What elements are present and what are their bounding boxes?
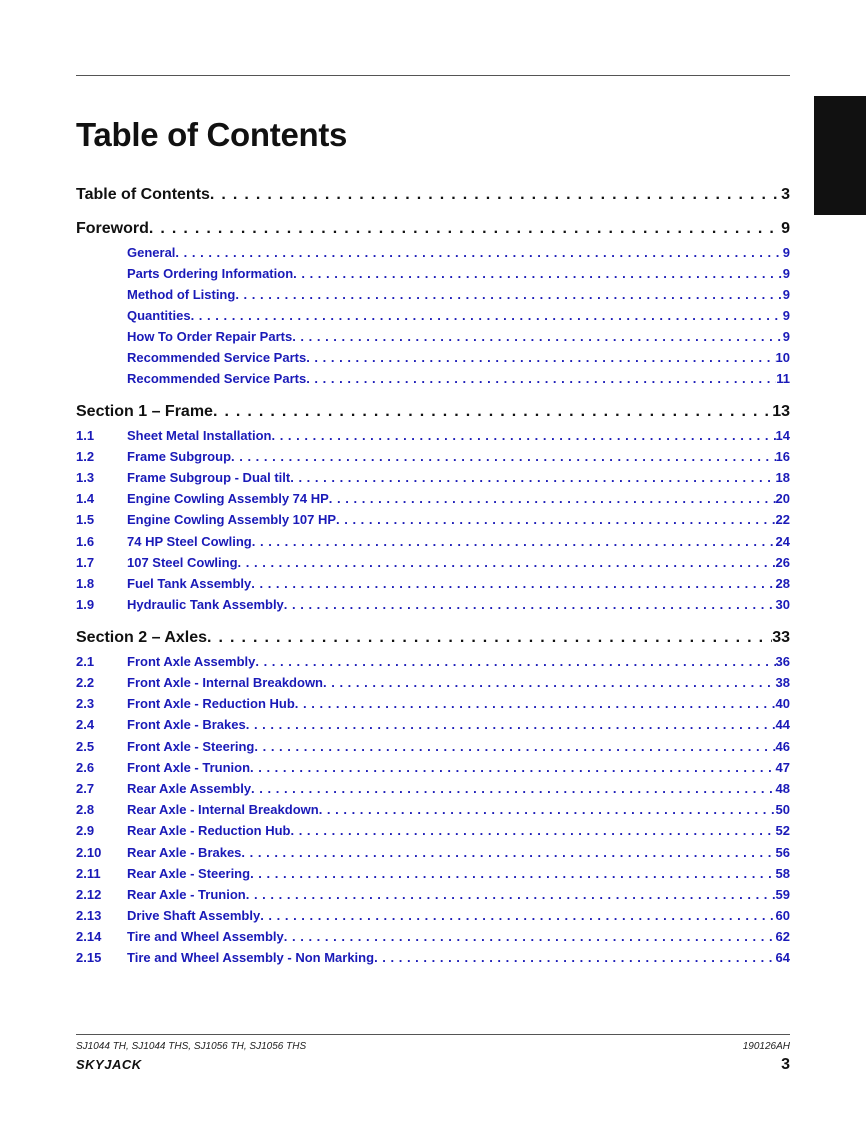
- toc-entry-page: 46: [775, 739, 790, 754]
- toc-entry-number: 1.4: [76, 491, 95, 506]
- toc-entry-title: Table of Contents: [76, 186, 210, 203]
- toc-entry-title: Recommended Service Parts: [127, 371, 307, 386]
- toc-entry-number: 1.6: [76, 534, 95, 549]
- toc-entry-page: 44: [775, 717, 790, 732]
- toc-entry-number: 2.6: [76, 760, 95, 775]
- dot-leader: [295, 696, 776, 711]
- toc-entry-number: 2.4: [76, 717, 95, 732]
- toc-subsection-entry[interactable]: [76, 654, 790, 672]
- toc-entry-page: 18: [775, 470, 790, 485]
- toc-entry-page: 9: [782, 266, 790, 281]
- dot-leader: [235, 287, 782, 302]
- section-side-tab: [814, 96, 866, 215]
- dot-leader: [250, 760, 776, 775]
- page-title: Table of Contents: [76, 116, 348, 153]
- toc-entry-title: Rear Axle - Steering: [127, 866, 251, 881]
- toc-entry-title: Rear Axle - Internal Breakdown: [127, 802, 319, 817]
- toc-entry-title: Front Axle - Internal Breakdown: [127, 675, 323, 690]
- toc-entry-title: Hydraulic Tank Assembly: [127, 597, 284, 612]
- toc-subsection-entry[interactable]: [76, 470, 790, 488]
- toc-entry-page: 36: [775, 654, 790, 669]
- toc-entry-title: Rear Axle - Trunion: [127, 887, 246, 902]
- toc-subsection-entry[interactable]: [76, 555, 790, 573]
- toc-entry-page: 11: [776, 371, 790, 386]
- toc-entry-number: 2.7: [76, 781, 95, 796]
- dot-leader: [306, 350, 775, 365]
- dot-leader: [255, 654, 775, 669]
- toc-entry-number: 2.14: [76, 929, 102, 944]
- toc-entry-page: 58: [775, 866, 790, 881]
- toc-section-entry[interactable]: [76, 403, 790, 423]
- toc-entry-page: 59: [775, 887, 790, 902]
- toc-subsection-entry[interactable]: [76, 950, 790, 968]
- toc-entry-title: Tire and Wheel Assembly: [127, 929, 284, 944]
- toc-entry-title: Engine Cowling Assembly 74 HP: [127, 491, 329, 506]
- toc-subsection-entry[interactable]: [76, 597, 790, 615]
- toc-entry-page: 38: [775, 675, 790, 690]
- toc-subsection-entry[interactable]: [76, 329, 790, 347]
- toc-entry-page: 28: [775, 576, 790, 591]
- toc-entry-number: 1.3: [76, 470, 95, 485]
- toc-entry-number: 2.13: [76, 908, 102, 923]
- toc-subsection-entry[interactable]: [76, 266, 790, 284]
- toc-entry-page: 9: [782, 245, 790, 260]
- toc-entry-page: 9: [782, 308, 790, 323]
- toc-entry-title: Front Axle - Steering: [127, 739, 255, 754]
- toc-entry-number: 2.12: [76, 887, 102, 902]
- toc-entry-number: 2.15: [76, 950, 102, 965]
- toc-subsection-entry[interactable]: [76, 371, 790, 389]
- logo-text: SKYJACK: [76, 1057, 142, 1072]
- toc-entry-page: 60: [775, 908, 790, 923]
- toc-entry-title: Rear Axle - Brakes: [127, 845, 242, 860]
- dot-leader: [251, 576, 775, 591]
- toc-entry-title: Front Axle Assembly: [127, 654, 256, 669]
- toc-entry-title: Sheet Metal Installation: [127, 428, 272, 443]
- toc-entry-page: 47: [775, 760, 790, 775]
- toc-entry-page: 40: [775, 696, 790, 711]
- toc-entry-page: 20: [775, 491, 790, 506]
- toc-entry-number: 2.5: [76, 739, 95, 754]
- dot-leader: [246, 887, 776, 902]
- toc-entry-number: 2.2: [76, 675, 95, 690]
- toc-entry-number: 1.9: [76, 597, 95, 612]
- dot-leader: [250, 866, 775, 881]
- dot-leader: [374, 950, 775, 965]
- toc-entry-title: Front Axle - Reduction Hub: [127, 696, 295, 711]
- toc-subsection-entry[interactable]: [76, 245, 790, 263]
- toc-entry-number: 2.1: [76, 654, 95, 669]
- toc-subsection-entry[interactable]: [76, 449, 790, 467]
- toc-entry-title: Frame Subgroup: [127, 449, 232, 464]
- toc-entry-number: 2.9: [76, 823, 95, 838]
- toc-entry-title: Fuel Tank Assembly: [127, 576, 252, 591]
- toc-entry-title: How To Order Repair Parts: [127, 329, 293, 344]
- toc-entry-title: Foreword: [76, 220, 149, 237]
- dot-leader: [251, 781, 775, 796]
- toc-subsection-entry[interactable]: [76, 760, 790, 778]
- toc-subsection-entry[interactable]: [76, 739, 790, 757]
- toc-entry-page: 16: [775, 449, 790, 464]
- toc-entry-page: 64: [775, 950, 790, 965]
- toc-entry-title: Parts Ordering Information: [127, 266, 294, 281]
- toc-entry-page: 9: [782, 287, 790, 302]
- skyjack-logo: [76, 1057, 142, 1072]
- toc-subsection-entry[interactable]: [76, 696, 790, 714]
- toc-entry-title: Tire and Wheel Assembly - Non Marking: [127, 950, 375, 965]
- toc-subsection-entry[interactable]: [76, 428, 790, 446]
- toc-entry-page: 24: [775, 534, 790, 549]
- toc-entry-title: Section 1 – Frame: [76, 403, 213, 420]
- toc-entry-title: Section 2 – Axles: [76, 629, 208, 646]
- toc-subsection-entry[interactable]: [76, 491, 790, 509]
- toc-subsection-entry[interactable]: [76, 717, 790, 735]
- toc-subsection-entry[interactable]: [76, 675, 790, 693]
- toc-entry-title: Method of Listing: [127, 287, 236, 302]
- toc-entry-title: Engine Cowling Assembly 107 HP: [127, 512, 337, 527]
- toc-entry-page: 22: [775, 512, 790, 527]
- toc-entry-page: 52: [775, 823, 790, 838]
- toc-entry-page: 10: [775, 350, 790, 365]
- dot-leader: [284, 929, 776, 944]
- toc-entry-title: 107 Steel Cowling: [127, 555, 238, 570]
- toc-subsection-entry[interactable]: [76, 534, 790, 552]
- dot-leader: [210, 186, 781, 204]
- dot-leader: [290, 470, 775, 485]
- toc-subsection-entry[interactable]: [76, 866, 790, 884]
- dot-leader: [238, 555, 776, 570]
- toc-subsection-entry[interactable]: [76, 823, 790, 841]
- dot-leader: [323, 675, 776, 690]
- toc-entry-number: 1.1: [76, 428, 95, 443]
- dot-leader: [284, 597, 776, 612]
- dot-leader: [329, 491, 776, 506]
- toc-entry-page: 48: [775, 781, 790, 796]
- toc-entry-page: 30: [775, 597, 790, 612]
- toc-entry-title: Recommended Service Parts: [127, 350, 307, 365]
- dot-leader: [319, 802, 776, 817]
- toc-entry-page: 26: [775, 555, 790, 570]
- toc-entry-page: 14: [775, 428, 790, 443]
- footer-document-code: 190126AH: [742, 1041, 790, 1052]
- toc-subsection-entry[interactable]: [76, 802, 790, 820]
- toc-entry-title: Front Axle - Trunion: [127, 760, 251, 775]
- toc-entry-title: General: [127, 245, 176, 260]
- toc-section-entry[interactable]: [76, 629, 790, 649]
- top-rule: [76, 75, 790, 76]
- toc-entry-page: 9: [782, 329, 790, 344]
- dot-leader: [290, 823, 775, 838]
- dot-leader: [231, 449, 776, 464]
- toc-entry-number: 1.7: [76, 555, 95, 570]
- toc-entry-number: 2.11: [76, 866, 101, 881]
- toc-entry-page: 3: [781, 186, 790, 203]
- toc-section-entry[interactable]: [76, 220, 790, 240]
- dot-leader: [175, 245, 782, 260]
- toc-entry-title: Frame Subgroup - Dual tilt: [127, 470, 291, 485]
- toc-entry-title: Rear Axle - Reduction Hub: [127, 823, 291, 838]
- toc-entry-title: Front Axle - Brakes: [127, 717, 246, 732]
- toc-entry-page: 9: [781, 220, 790, 237]
- toc-entry-title: 74 HP Steel Cowling: [127, 534, 252, 549]
- toc-section-entry[interactable]: [76, 186, 790, 206]
- toc-subsection-entry[interactable]: [76, 512, 790, 530]
- toc-entry-number: 2.3: [76, 696, 95, 711]
- toc-entry-number: 1.2: [76, 449, 95, 464]
- dot-leader: [306, 371, 776, 386]
- toc-entry-title: Rear Axle Assembly: [127, 781, 252, 796]
- toc-subsection-entry[interactable]: [76, 845, 790, 863]
- dot-leader: [260, 908, 775, 923]
- dot-leader: [241, 845, 775, 860]
- toc-subsection-entry[interactable]: [76, 887, 790, 905]
- dot-leader: [293, 266, 783, 281]
- toc-entry-page: 33: [772, 629, 790, 646]
- toc-entry-number: 1.5: [76, 512, 95, 527]
- toc-subsection-entry[interactable]: [76, 287, 790, 305]
- toc-entry-page: 50: [775, 802, 790, 817]
- toc-entry-number: 2.8: [76, 802, 95, 817]
- toc-entry-title: Quantities: [127, 308, 191, 323]
- toc-subsection-entry[interactable]: [76, 576, 790, 594]
- toc-subsection-entry[interactable]: [76, 350, 790, 368]
- dot-leader: [336, 512, 776, 527]
- toc-entry-page: 13: [772, 403, 790, 420]
- toc-entry-title: Drive Shaft Assembly: [127, 908, 261, 923]
- dot-leader: [252, 534, 776, 549]
- dot-leader: [254, 739, 775, 754]
- toc-entry-number: 1.8: [76, 576, 95, 591]
- dot-leader: [207, 629, 772, 647]
- dot-leader: [191, 308, 783, 323]
- toc-entry-page: 62: [775, 929, 790, 944]
- bottom-rule: [76, 1034, 790, 1035]
- toc-subsection-entry[interactable]: [76, 781, 790, 799]
- toc-entry-number: 2.10: [76, 845, 102, 860]
- toc-subsection-entry[interactable]: [76, 929, 790, 947]
- page-number: 3: [781, 1056, 790, 1073]
- toc-subsection-entry[interactable]: [76, 308, 790, 326]
- dot-leader: [292, 329, 783, 344]
- dot-leader: [149, 220, 781, 238]
- toc-entry-page: 56: [775, 845, 790, 860]
- dot-leader: [246, 717, 776, 732]
- footer-model-list: SJ1044 TH, SJ1044 THS, SJ1056 TH, SJ1056 THS: [76, 1041, 307, 1052]
- toc-subsection-entry[interactable]: [76, 908, 790, 926]
- dot-leader: [213, 403, 772, 421]
- dot-leader: [271, 428, 775, 443]
